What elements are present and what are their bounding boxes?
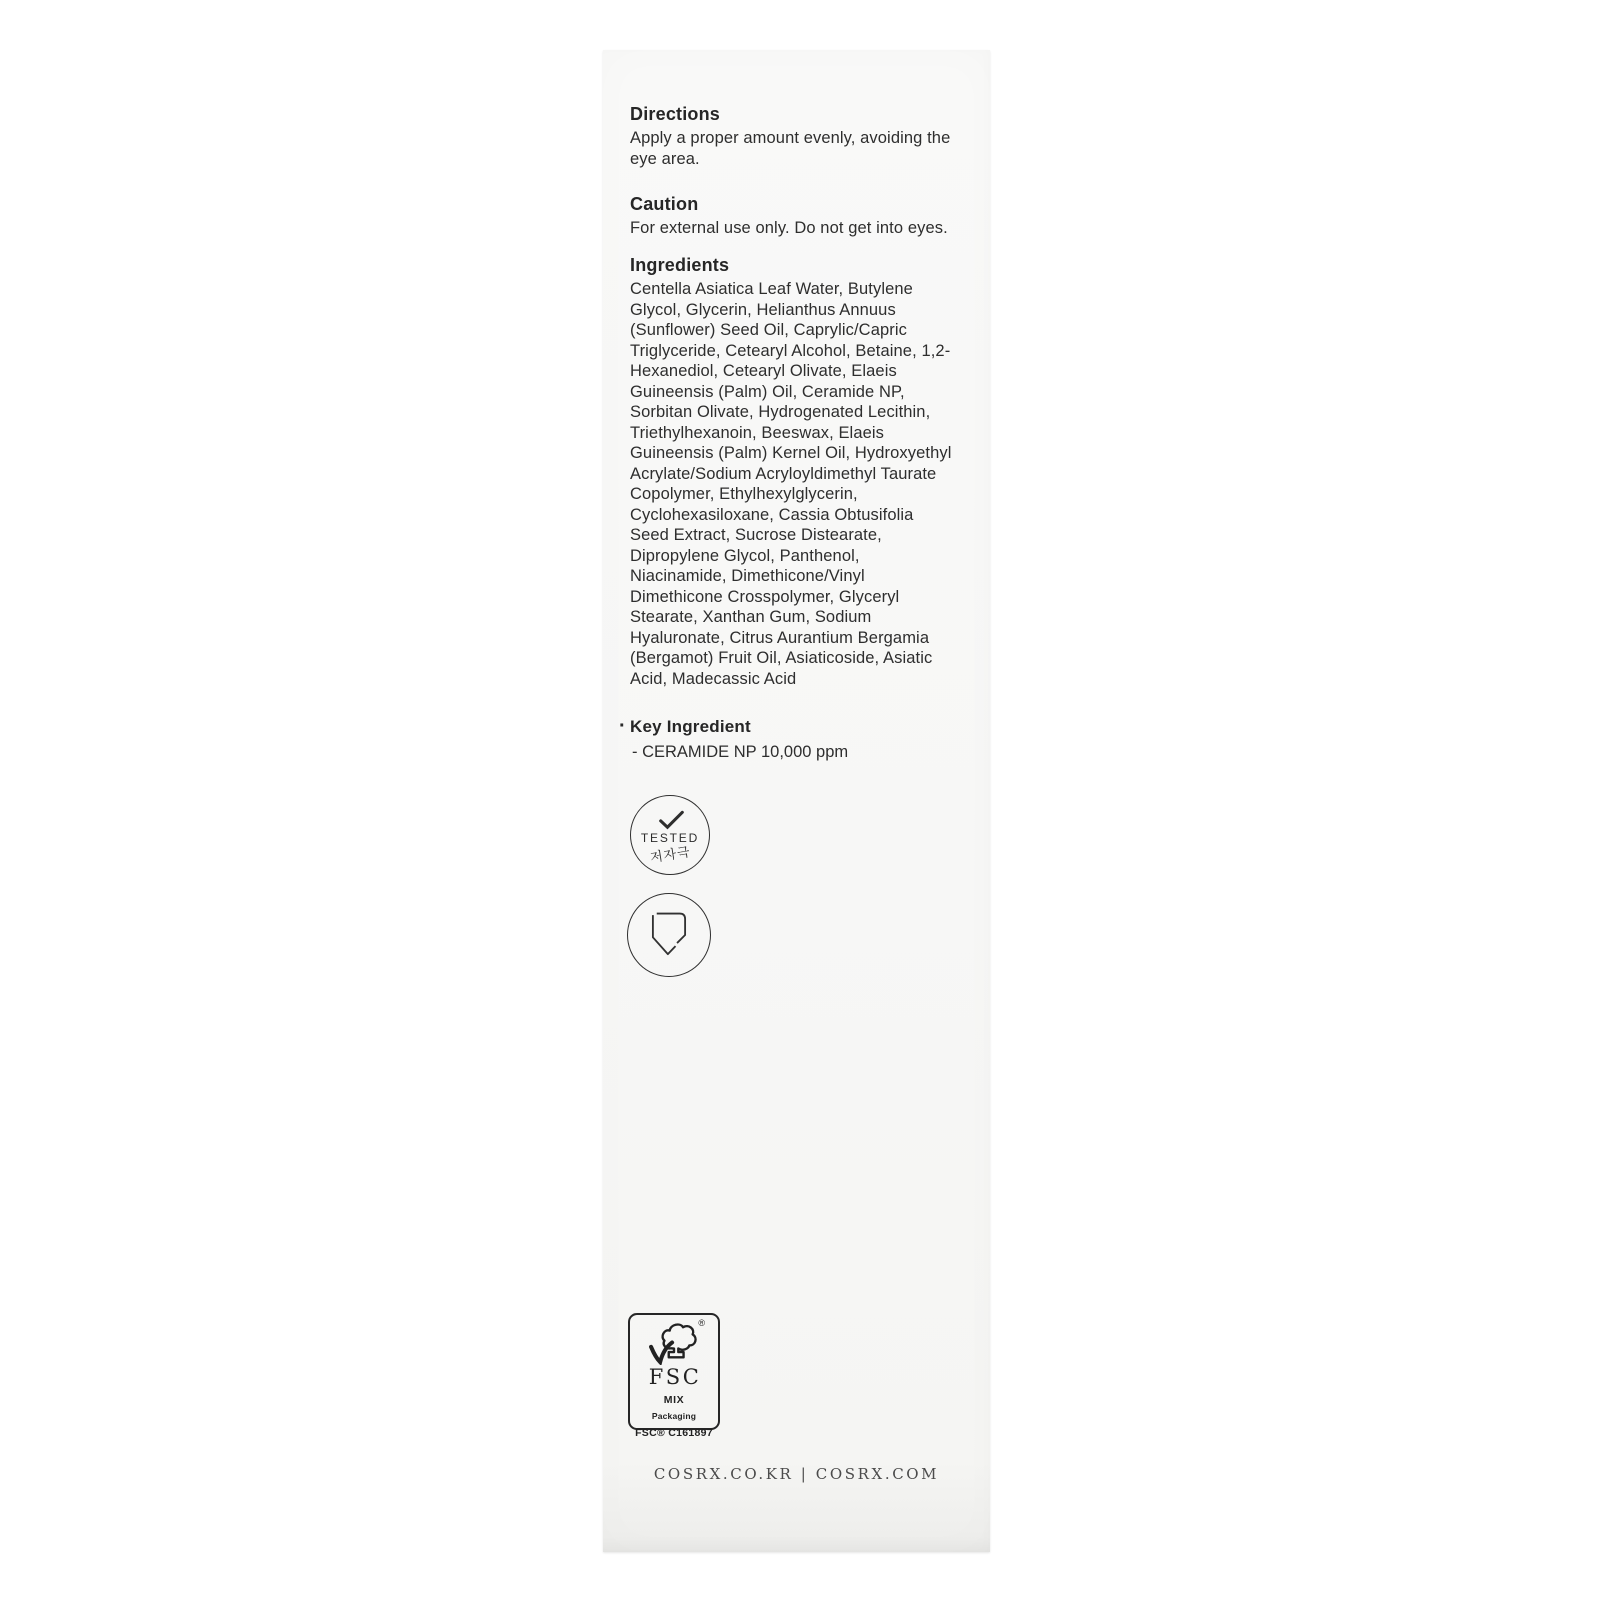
fsc-scope-text: Packaging [651, 1411, 697, 1421]
product-box-back-panel [603, 50, 990, 1552]
key-ingredient-heading: Key Ingredient [630, 717, 751, 736]
tested-label: TESTED [640, 831, 700, 845]
shield-outline-icon [646, 909, 692, 961]
key-ingredient-section [619, 716, 848, 762]
bullet-dot: · [619, 715, 626, 737]
ingredients-text: Centella Asiatica Leaf Water, Butylene Glycol, Glycerin, Helianthus Annuus (Sunflower) Seed Oil, Caprylic/Capric Triglyceride, Cetearyl Alcohol, Betaine, 1,2-Hexanediol, Cetearyl Olivate, Elaeis Guineensis (Palm) Oil, Ceramide NP, Sorbitan Olivate, Hydrogenated Lecithin, Triethylhexanoin, Beeswax, Elaeis Guineensis (Palm) Kernel Oil, Hydroxyethyl Acrylate/Sodium Acryloyldimethyl Taurate Copolymer, Ethylhexylglycerin, Cyclohexasiloxane, Cassia Obtusifolia Seed Extract, Sucrose Distearate, Dipropylene Glycol, Panthenol, Niacinamide, Dimethicone/Vinyl Dimethicone Crosspolymer, Glyceryl Stearate, Xanthan Gum, Sodium Hyaluronate, Citrus Aurantium Bergamia (Bergamot) Fruit Oil, Asiaticoside, Asiatic Acid, Madecassic Acid [630, 280, 952, 688]
tested-stamp [630, 795, 710, 875]
caution-section [630, 193, 962, 239]
fsc-tree-checkmark-icon [645, 1318, 705, 1365]
registered-trademark-symbol: ® [698, 1318, 705, 1328]
caution-heading: Caution [630, 194, 699, 214]
directions-section [630, 103, 962, 169]
caution-text: For external use only. Do not get into eyes. [630, 219, 948, 237]
tested-korean-text: 저자극 [648, 843, 692, 866]
ingredients-heading: Ingredients [630, 255, 730, 275]
brand-websites-text: COSRX.CO.KR | COSRX.COM [653, 1465, 940, 1483]
ingredients-section [630, 254, 962, 689]
fsc-brand-text: FSC [648, 1365, 702, 1389]
shield-stamp [627, 893, 711, 977]
fsc-license-code: FSC® C161897 [635, 1427, 713, 1439]
fsc-grade-text: MIX [663, 1394, 685, 1406]
directions-text: Apply a proper amount evenly, avoiding the eye area. [630, 129, 951, 168]
check-icon [658, 810, 685, 830]
key-ingredient-value: - CERAMIDE NP 10,000 ppm [632, 743, 849, 761]
fsc-certification-label [628, 1313, 720, 1439]
directions-heading: Directions [630, 104, 721, 124]
